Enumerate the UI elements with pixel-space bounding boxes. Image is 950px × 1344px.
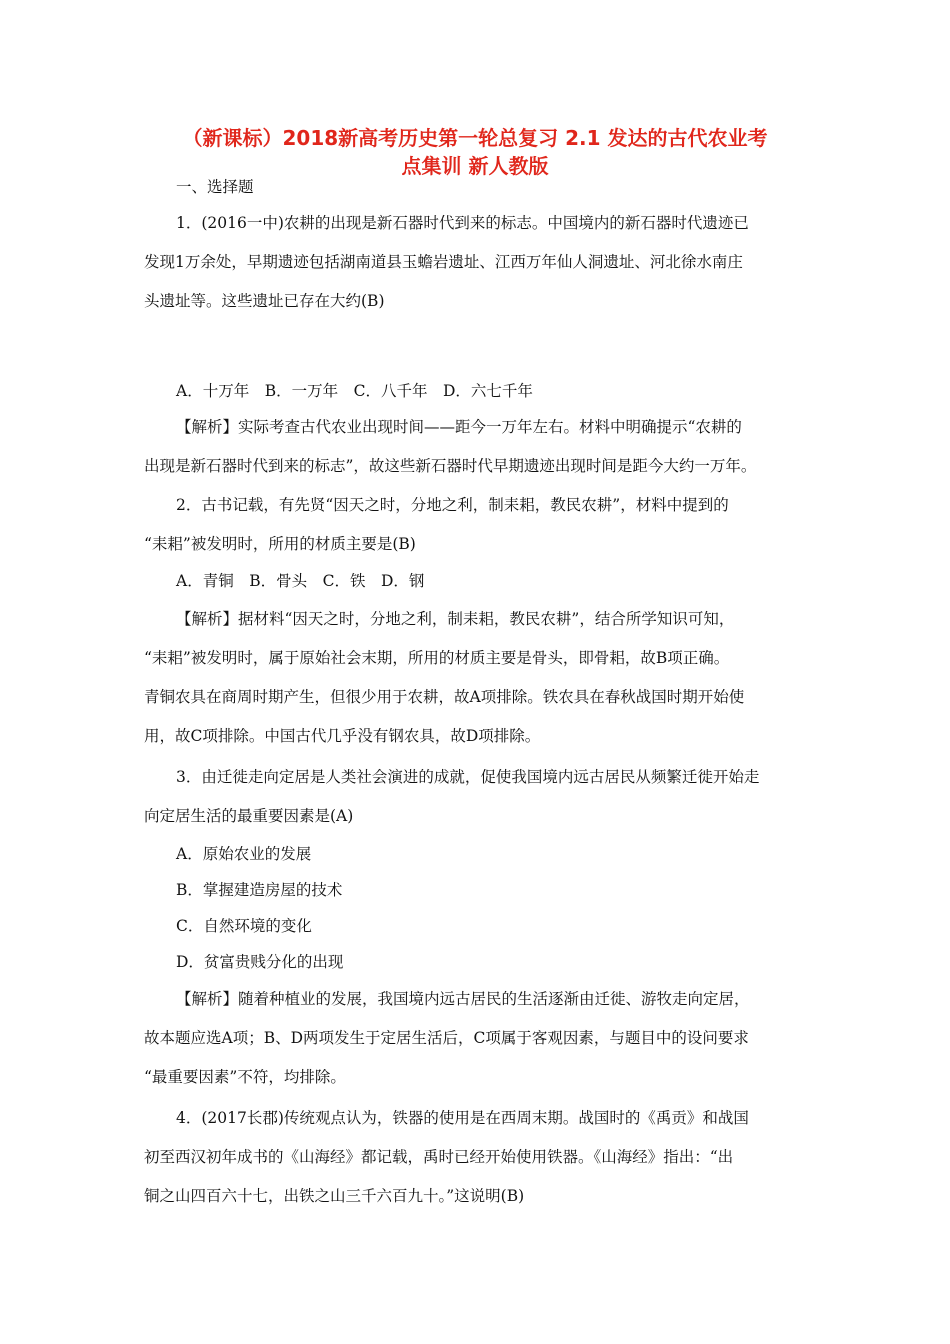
q1-line-1: 1．(2016一中)农耕的出现是新石器时代到来的标志。中国境内的新石器时代遗迹已 (176, 214, 749, 232)
q4-line-1: 4．(2017长郡)传统观点认为，铁器的使用是在西周末期。战国时的《禹贡》和战国 (176, 1109, 749, 1127)
q1-analysis-line-1: 【解析】实际考查古代农业出现时间——距今一万年左右。材料中明确提示“农耕的 (176, 418, 742, 436)
q2-options: A．青铜 B．骨头 C．铁 D．钢 (176, 572, 425, 590)
q1-options: A．十万年 B．一万年 C．八千年 D．六七千年 (176, 382, 533, 400)
q3-option-b: B．掌握建造房屋的技术 (176, 881, 343, 899)
q1-analysis-line-2: 出现是新石器时代到来的标志”，故这些新石器时代早期遗迹出现时间是距今大约一万年。 (144, 457, 757, 475)
title-line-1: （新课标）2018新高考历史第一轮总复习 2.1 发达的古代农业考 (182, 126, 768, 150)
q3-option-a: A．原始农业的发展 (176, 845, 312, 863)
q3-option-d: D．贫富贵贱分化的出现 (176, 953, 344, 971)
section-heading: 一、选择题 (176, 178, 254, 196)
q2-analysis-line-2: “耒耜”被发明时，属于原始社会末期，所用的材质主要是骨头，即骨耜，故B项正确。 (144, 649, 730, 667)
q2-line-2: “耒耜”被发明时，所用的材质主要是(B) (144, 535, 416, 553)
q3-line-1: 3．由迁徙走向定居是人类社会演进的成就，促使我国境内远古居民从频繁迁徙开始走 (176, 768, 760, 786)
q3-option-c: C．自然环境的变化 (176, 917, 312, 935)
q2-analysis-line-1: 【解析】据材料“因天之时，分地之利，制耒耜，教民农耕”，结合所学知识可知， (176, 610, 735, 628)
q1-line-2: 发现1万余处，早期遗迹包括湖南道县玉蟾岩遗址、江西万年仙人洞遗址、河北徐水南庄 (144, 253, 743, 271)
title-line-2: 点集训 新人教版 (401, 154, 549, 178)
q2-analysis-line-4: 用，故C项排除。中国古代几乎没有钢农具，故D项排除。 (144, 727, 541, 745)
q3-analysis-line-3: “最重要因素”不符，均排除。 (144, 1068, 346, 1086)
q2-analysis-line-3: 青铜农具在商周时期产生，但很少用于农耕，故A项排除。铁农具在春秋战国时期开始使 (144, 688, 745, 706)
q2-line-1: 2．古书记载，有先贤“因天之时，分地之利，制耒耜，教民农耕”，材料中提到的 (176, 496, 729, 514)
q4-line-3: 铜之山四百六十七，出铁之山三千六百九十。”这说明(B) (144, 1187, 525, 1205)
q3-analysis-line-1: 【解析】随着种植业的发展，我国境内远古居民的生活逐渐由迁徙、游牧走向定居， (176, 990, 750, 1008)
q1-line-3: 头遗址等。这些遗址已存在大约(B) (144, 292, 385, 310)
q3-line-2: 向定居生活的最重要因素是(A) (144, 807, 354, 825)
q3-analysis-line-2: 故本题应选A项；B、D两项发生于定居生活后，C项属于客观因素，与题目中的设问要求 (144, 1029, 749, 1047)
q4-line-2: 初至西汉初年成书的《山海经》都记载，禹时已经开始使用铁器。《山海经》指出：“出 (144, 1148, 734, 1166)
